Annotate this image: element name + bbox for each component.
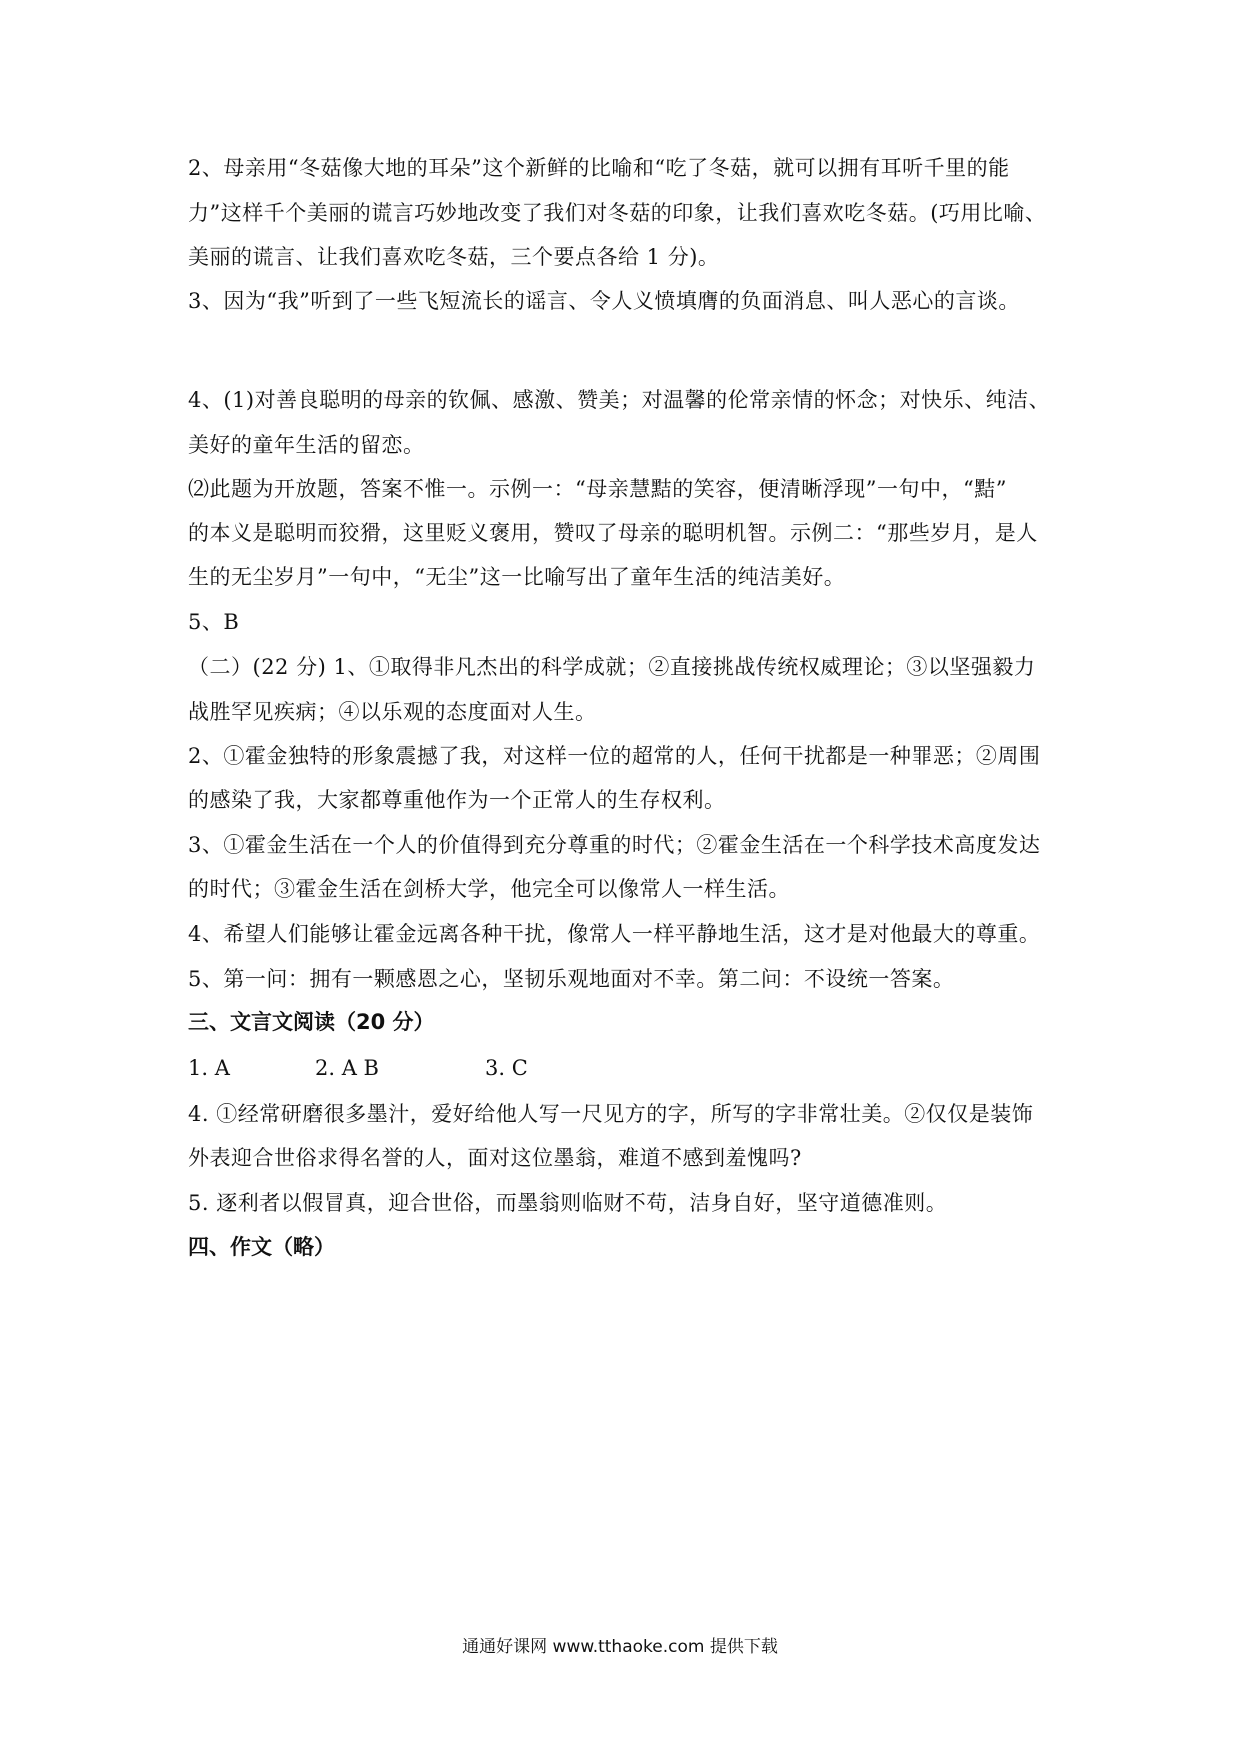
- answer-line: 力”这样千个美丽的谎言巧妙地改变了我们对冬菇的印象，让我们喜欢吃冬菇。(巧用比喻、: [188, 201, 1047, 225]
- answer-line: 美丽的谎言、让我们喜欢吃冬菇，三个要点各给 1 分)。: [188, 245, 720, 269]
- answer-line: 5. 逐利者以假冒真，迎合世俗，而墨翁则临财不苟，洁身自好，坚守道德准则。: [188, 1191, 948, 1215]
- answer-line: 的本义是聪明而狡猾，这里贬义褒用，赞叹了母亲的聪明机智。示例二：“那些岁月，是人: [188, 521, 1038, 545]
- answer-line: 生的无尘岁月”一句中，“无尘”这一比喻写出了童年生活的纯洁美好。: [188, 565, 846, 589]
- section-heading-composition: 四、作文（略）: [188, 1235, 335, 1259]
- mcq-answer: 2. A B: [315, 1056, 379, 1080]
- answer-line: 美好的童年生活的留恋。: [188, 433, 425, 457]
- answer-line: 2、母亲用“冬菇像大地的耳朵”这个新鲜的比喻和“吃了冬菇，就可以拥有耳听千里的能: [188, 156, 1010, 180]
- answer-line: 外表迎合世俗求得名誉的人，面对这位墨翁，难道不感到羞愧吗?: [188, 1146, 802, 1170]
- answer-line: 3、①霍金生活在一个人的价值得到充分尊重的时代；②霍金生活在一个科学技术高度发达: [188, 833, 1041, 857]
- answer-line: 4、希望人们能够让霍金远离各种干扰，像常人一样平静地生活，这才是对他最大的尊重。: [188, 922, 1041, 946]
- answer-line: 战胜罕见疾病；④以乐观的态度面对人生。: [188, 700, 597, 724]
- answer-content: [188, 156, 1056, 1259]
- section-heading-classical-chinese: 三、文言文阅读（20 分）: [188, 1010, 435, 1034]
- answer-line: （二）(22 分) 1、①取得非凡杰出的科学成就；②直接挑战传统权威理论；③以坚强毅力: [188, 655, 1036, 679]
- mcq-answer: 3. C: [485, 1056, 528, 1080]
- answer-line: 3、因为“我”听到了一些飞短流长的谣言、令人义愤填膺的负面消息、叫人恶心的言谈。: [188, 289, 1020, 313]
- answer-line: 5、B: [188, 610, 240, 634]
- answer-line: ⑵此题为开放题，答案不惟一。示例一：“母亲慧黠的笑容，便清晰浮现”一句中，“黠”: [188, 477, 1007, 501]
- multiple-choice-answers: [188, 1056, 1056, 1080]
- answer-line: 4. ①经常研磨很多墨汁，爱好给他人写一尺见方的字，所写的字非常壮美。②仅仅是装饰: [188, 1102, 1034, 1126]
- answer-line: 的感染了我，大家都尊重他作为一个正常人的生存权利。: [188, 788, 726, 812]
- answer-line: 4、(1)对善良聪明的母亲的钦佩、感激、赞美；对温馨的伦常亲情的怀念；对快乐、纯洁、: [188, 388, 1051, 412]
- mcq-answer: 1. A: [188, 1056, 230, 1080]
- footer-source: 通通好课网 www.tthaoke.com 提供下载: [462, 1637, 778, 1657]
- answer-line: 的时代；③霍金生活在剑桥大学，他完全可以像常人一样生活。: [188, 877, 790, 901]
- answer-line: 2、①霍金独特的形象震撼了我，对这样一位的超常的人，任何干扰都是一种罪恶；②周围: [188, 744, 1041, 768]
- answer-line: 5、第一问：拥有一颗感恩之心，坚韧乐观地面对不幸。第二问：不设统一答案。: [188, 967, 955, 991]
